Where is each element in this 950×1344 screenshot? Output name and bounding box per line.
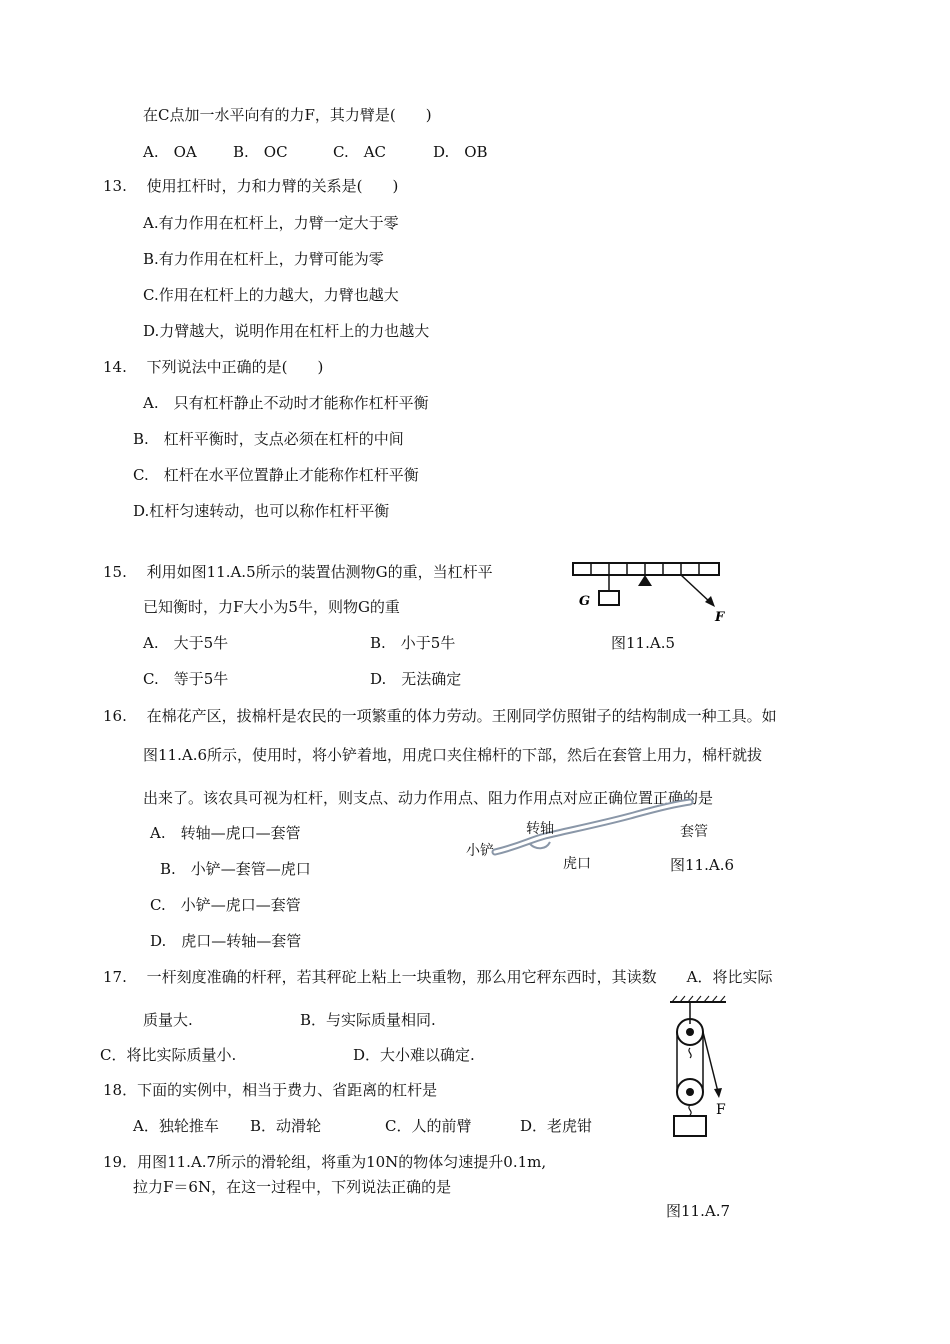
q16-option-d: D. 虎口—转轴—套管 [150, 932, 302, 950]
q12-stem: 在C点加一水平向有的力F，其力臂是( ) [143, 106, 432, 124]
q15-option-b: B. 小于5牛 [370, 634, 456, 652]
q12-option-b: B. OC [233, 143, 288, 161]
q16-stem-line2: 图11.A.6所示，使用时，将小铲着地，用虎口夹住棉杆的下部，然后在套管上用力，棉杆就拔 [143, 746, 763, 764]
q14-option-a: A. 只有杠杆静止不动时才能称作杠杆平衡 [143, 394, 429, 412]
q15-option-a: A. 大于5牛 [143, 634, 229, 652]
fig-11a6-caption: 图11.A.6 [670, 856, 734, 874]
q14-option-c: C. 杠杆在水平位置静止才能称作杠杆平衡 [133, 466, 419, 484]
q17-option-d: D．大小难以确定. [353, 1046, 475, 1064]
q15-stem-line2: 已知衡时，力F大小为5牛，则物G的重 [143, 598, 400, 616]
q13-stem: 13. 使用扛杆时，力和力臂的关系是( ) [103, 177, 399, 195]
q15-option-d: D. 无法确定 [370, 670, 462, 688]
q13-option-a: A.有力作用在杠杆上，力臂一定大于零 [143, 214, 399, 232]
label-shovel: 小铲 [466, 843, 494, 859]
q18-option-d: D．老虎钳 [520, 1117, 593, 1135]
q16-option-c: C. 小铲—虎口—套管 [150, 896, 301, 914]
q19-stem-line1: 19．用图11.A.7所示的滑轮组，将重为10N的物体匀速提升0.1m, [103, 1153, 547, 1171]
load-block [674, 1116, 706, 1136]
q16-stem-line1: 16. 在棉花产区，拔棉杆是农民的一项繁重的体力劳动。王刚同学仿照钳子的结构制成一种工具。如 [103, 707, 777, 725]
label-f: F [716, 1102, 726, 1118]
q13-option-c: C.作用在杠杆上的力越大，力臂也越大 [143, 286, 399, 304]
q17-option-c: C．将比实际质量小. [100, 1046, 237, 1064]
q18-option-b: B．动滑轮 [250, 1117, 322, 1135]
label-tiger-mouth: 虎口 [563, 856, 591, 872]
lever-figure [565, 555, 735, 630]
weight-g-block [599, 591, 619, 605]
q16-option-b: B. 小铲—套管—虎口 [160, 860, 311, 878]
q12-option-a: A. OA [143, 143, 197, 161]
fig-11a5-caption: 图11.A.5 [611, 634, 675, 652]
q17-option-a-cont: 质量大. [143, 1011, 193, 1029]
q13-option-d: D.力臂越大，说明作用在杠杆上的力也越大 [143, 322, 430, 340]
pull-rope [703, 1032, 718, 1092]
q18-stem: 18．下面的实例中，相当于费力、省距离的杠杆是 [103, 1081, 438, 1099]
q13-option-b: B.有力作用在杠杆上，力臂可能为零 [143, 250, 384, 268]
q19-stem-line2: 拉力F＝6N，在这一过程中，下列说法正确的是 [133, 1178, 452, 1196]
force-f-arrow [681, 575, 711, 603]
puller-tool-figure [490, 790, 700, 860]
q14-stem: 14. 下列说法中正确的是( ) [103, 358, 324, 376]
q16-stem-line3: 出来了。该农具可视为杠杆，则支点、动力作用点、阻力作用点对应正确位置正确的是 [143, 789, 714, 807]
q12-option-d: D. OB [433, 143, 488, 161]
q16-option-a: A. 转轴—虎口—套管 [150, 824, 301, 842]
label-g: G [579, 594, 591, 609]
q17-option-b: B．与实际质量相同. [300, 1011, 436, 1029]
q18-option-c: C．人的前臂 [385, 1117, 472, 1135]
q18-option-a: A．独轮推车 [133, 1117, 219, 1135]
q15-stem-line1: 15. 利用如图11.A.5所示的装置估测物G的重，当杠杆平 [103, 563, 493, 581]
q15-option-c: C. 等于5牛 [143, 670, 229, 688]
label-sleeve: 套管 [680, 824, 708, 840]
q12-option-c: C. AC [333, 143, 387, 161]
fulcrum-icon [638, 575, 652, 586]
lever-bar [573, 563, 719, 575]
arrowhead-icon [705, 596, 715, 607]
label-pivot: 转轴 [526, 821, 554, 837]
q14-option-b: B. 杠杆平衡时，支点必须在杠杆的中间 [133, 430, 404, 448]
q14-option-d: D.杠杆匀速转动，也可以称作杠杆平衡 [133, 502, 390, 520]
pulley-system-figure [660, 992, 750, 1142]
fig-11a7-caption: 图11.A.7 [666, 1202, 730, 1220]
label-f: F [715, 610, 725, 625]
arrowhead-icon [714, 1088, 722, 1098]
q17-stem: 17. 一杆刻度准确的杆秤，若其秤砣上粘上一块重物，那么用它秤东西时，其读数 A．将比实际 [103, 968, 773, 986]
